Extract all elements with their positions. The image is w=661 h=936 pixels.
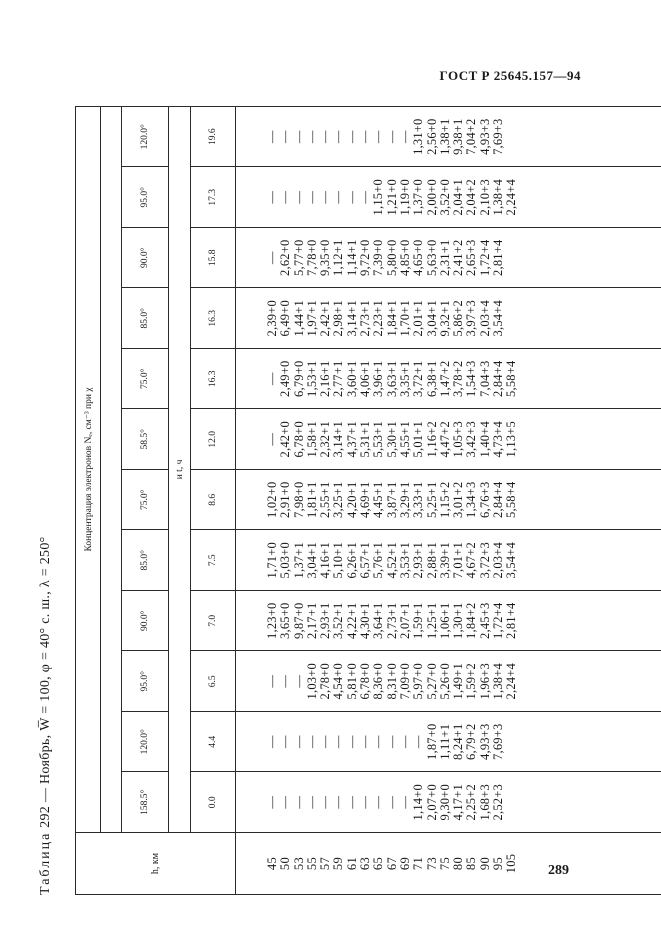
concentration-value: 3,60+1: [344, 360, 359, 397]
concentration-value: 9,72+0: [358, 239, 373, 276]
concentration-column: [236, 470, 661, 531]
concentration-value: —: [331, 795, 346, 809]
time-header-cell: 17.3: [191, 167, 236, 228]
concentration-value: 1,12+1: [331, 239, 346, 276]
concentration-value: 3,04+1: [304, 542, 319, 579]
concentration-value: 2,01+1: [411, 300, 426, 337]
concentration-value: 1,38+4: [491, 179, 506, 216]
concentration-value: 3,54+4: [491, 300, 506, 337]
chi-header-cell: 95.0°: [122, 651, 169, 712]
concentration-value: 9,30+0: [437, 784, 452, 821]
concentration-value: —: [331, 735, 346, 749]
concentration-value: 2,77+1: [331, 360, 346, 397]
concentration-value: 6,78+0: [291, 421, 306, 458]
table-caption: [38, 536, 54, 895]
concentration-value: 4,45+1: [371, 481, 386, 518]
concentration-column: [236, 349, 661, 410]
concentration-value: 2,41+2: [451, 239, 466, 276]
concentration-value: —: [344, 795, 359, 809]
height-value: 75: [437, 856, 452, 871]
concentration-value: —: [304, 130, 319, 144]
concentration-value: 2,93+1: [411, 542, 426, 579]
time-header-cell: 7.0: [191, 591, 236, 652]
chi-header-row: [122, 106, 169, 894]
concentration-value: 1,25+1: [424, 602, 439, 639]
concentration-value: —: [265, 674, 279, 688]
concentration-value: 5,58+4: [504, 360, 519, 397]
concentration-value: —: [344, 735, 359, 749]
concentration-value: —: [291, 674, 306, 688]
rotated-table-block: [38, 37, 618, 895]
concentration-value: 8,24+1: [451, 723, 466, 760]
spacer-header: [101, 106, 122, 832]
concentration-value: 7,01+1: [451, 542, 466, 579]
concentration-value: 3,78+2: [451, 360, 466, 397]
concentration-value: 4,55+1: [397, 421, 412, 458]
concentration-column: [236, 591, 661, 652]
concentration-value: 5,03+0: [278, 542, 293, 579]
concentration-value: 4,93+3: [477, 723, 492, 760]
concentration-value: —: [318, 735, 333, 749]
concentration-value: 5,63+0: [424, 239, 439, 276]
concentration-value: 5,86+2: [451, 300, 466, 337]
concentration-value: 5,01+1: [411, 421, 426, 458]
concentration-value: 4,73+4: [491, 421, 506, 458]
concentration-value: 2,00+0: [424, 179, 439, 216]
height-value: 80: [451, 856, 466, 871]
concentration-value: 3,96+1: [371, 360, 386, 397]
concentration-value: 1,37+0: [411, 179, 426, 216]
concentration-value: —: [291, 190, 306, 204]
concentration-value: 3,01+2: [451, 481, 466, 518]
time-header-cell: 6.5: [191, 651, 236, 712]
concentration-value: 3,42+3: [464, 421, 479, 458]
chi-header-cell: 85.0°: [122, 288, 169, 349]
electron-concentration-table: [75, 106, 661, 895]
concentration-value: 3,39+1: [437, 542, 452, 579]
concentration-value: 4,06+1: [358, 360, 373, 397]
caption-number: 292: [38, 805, 53, 828]
concentration-value: 2,78+0: [318, 663, 333, 700]
height-value: 55: [304, 856, 319, 871]
concentration-value: 7,04+2: [464, 118, 479, 155]
concentration-value: 3,35+1: [397, 360, 412, 397]
concentration-value: 5,76+1: [371, 542, 386, 579]
concentration-value: 2,07+1: [397, 602, 412, 639]
height-value: 63: [358, 856, 373, 871]
concentration-value: 5,26+0: [437, 663, 452, 700]
caption-text: — Ноябрь, W̅ = 100, φ = 40° с. ш., λ = 250°: [38, 536, 53, 803]
concentration-value: 2,04+1: [451, 179, 466, 216]
concentration-value: 4,47+2: [437, 421, 452, 458]
concentration-column: [236, 409, 661, 470]
concentration-value: —: [278, 130, 293, 144]
concentration-value: 7,09+0: [397, 663, 412, 700]
height-value: 90: [477, 856, 492, 871]
caption-prefix: Таблица: [38, 831, 53, 895]
time-group-header: и t, ч: [169, 106, 191, 832]
concentration-value: 3,25+1: [331, 481, 346, 518]
concentration-value: —: [278, 674, 293, 688]
concentration-value: 2,10+3: [477, 179, 492, 216]
concentration-value: 1,23+0: [265, 602, 279, 639]
concentration-value: 6,76+3: [477, 481, 492, 518]
concentration-value: 5,27+0: [424, 663, 439, 700]
concentration-value: —: [304, 735, 319, 749]
concentration-value: —: [344, 130, 359, 144]
concentration-value: 4,85+0: [397, 239, 412, 276]
concentration-value: 2,84+4: [491, 481, 506, 518]
concentration-value: 9,35+0: [318, 239, 333, 276]
time-header-cell: 12.0: [191, 409, 236, 470]
concentration-value: —: [265, 735, 279, 749]
concentration-value: 4,16+1: [318, 542, 333, 579]
concentration-value: 2,91+0: [278, 481, 293, 518]
concentration-column: [236, 651, 661, 712]
concentration-value: 2,31+1: [437, 239, 452, 276]
concentration-value: 3,97+3: [464, 300, 479, 337]
concentration-value: 3,64+1: [371, 602, 386, 639]
time-header-cell: 19.6: [191, 106, 236, 167]
concentration-value: 2,07+0: [424, 784, 439, 821]
concentration-value: 1,14+0: [411, 784, 426, 821]
concentration-column: [236, 106, 661, 167]
concentration-value: 5,10+1: [331, 542, 346, 579]
concentration-value: 4,65+0: [411, 239, 426, 276]
concentration-value: 4,20+1: [344, 481, 359, 518]
concentration-value: 1,96+3: [477, 663, 492, 700]
concentration-column: [236, 228, 661, 289]
concentration-value: 2,81+4: [491, 239, 506, 276]
concentration-value: 3,72+1: [411, 360, 426, 397]
concentration-value: 6,78+0: [358, 663, 373, 700]
concentration-value: 2,16+1: [318, 360, 333, 397]
concentration-value: 2,84+4: [491, 360, 506, 397]
concentration-value: 3,04+1: [424, 300, 439, 337]
concentration-value: —: [304, 795, 319, 809]
concentration-column: [236, 530, 661, 591]
concentration-value: 1,30+1: [451, 602, 466, 639]
concentration-value: 1,03+0: [304, 663, 319, 700]
concentration-value: 7,39+0: [371, 239, 386, 276]
concentration-value: 3,54+4: [504, 542, 519, 579]
concentration-value: 2,32+1: [318, 421, 333, 458]
chi-header-cell: 58.5°: [122, 409, 169, 470]
height-value: 50: [278, 856, 293, 871]
concentration-value: 2,56+0: [424, 118, 439, 155]
concentration-value: 3,52+0: [437, 179, 452, 216]
concentration-value: 1,31+0: [411, 118, 426, 155]
concentration-value: 6,79+0: [291, 360, 306, 397]
concentration-value: 1,05+3: [451, 421, 466, 458]
concentration-value: 4,93+3: [477, 118, 492, 155]
concentration-value: —: [384, 795, 399, 809]
concentration-value: 5,25+1: [424, 481, 439, 518]
concentration-value: —: [278, 795, 293, 809]
time-header-cell: 16.3: [191, 288, 236, 349]
time-header-cell: 7.5: [191, 530, 236, 591]
concentration-value: 3,33+1: [411, 481, 426, 518]
concentration-value: 2,55+1: [318, 481, 333, 518]
concentration-value: 1,68+3: [477, 784, 492, 821]
chi-header-cell: 75.0°: [122, 470, 169, 531]
concentration-value: 1,21+0: [384, 179, 399, 216]
concentration-value: 2,24+4: [504, 179, 519, 216]
concentration-value: 4,52+1: [384, 542, 399, 579]
page-number: 289: [548, 863, 569, 878]
concentration-value: 1,06+1: [437, 602, 452, 639]
concentration-value: 8,36+0: [371, 663, 386, 700]
concentration-value: 1,13+5: [504, 421, 519, 458]
concentration-value: 1,02+0: [265, 481, 279, 518]
concentration-value: —: [384, 130, 399, 144]
concentration-value: 3,29+1: [397, 481, 412, 518]
concentration-value: 1,72+4: [491, 602, 506, 639]
time-header-cell: 0.0: [191, 772, 236, 833]
concentration-value: 1,84+1: [384, 300, 399, 337]
concentration-value: —: [371, 130, 386, 144]
height-value: 71: [411, 856, 426, 871]
concentration-value: 3,53+1: [397, 542, 412, 579]
concentration-value: 7,69+3: [491, 118, 506, 155]
concentration-value: 7,69+3: [491, 723, 506, 760]
time-header-cell: 4.4: [191, 712, 236, 773]
chi-header-cell: 85.0°: [122, 530, 169, 591]
concentration-value: 1,59+1: [411, 602, 426, 639]
concentration-value: 1,37+1: [291, 542, 306, 579]
concentration-value: 1,58+1: [304, 421, 319, 458]
concentration-value: 2,23+1: [371, 300, 386, 337]
concentration-value: 3,63+1: [384, 360, 399, 397]
time-header-row: [191, 106, 236, 894]
height-value: 85: [464, 856, 479, 871]
concentration-value: 1,15+2: [437, 481, 452, 518]
height-value: 59: [331, 856, 346, 871]
concentration-value: 1,70+1: [397, 300, 412, 337]
concentration-value: 1,38+4: [491, 663, 506, 700]
concentration-value: 2,03+4: [491, 542, 506, 579]
concentration-value: 3,65+0: [278, 602, 293, 639]
concentration-value: 2,17+1: [304, 602, 319, 639]
concentration-value: 6,79+2: [464, 723, 479, 760]
concentration-value: 3,72+3: [477, 542, 492, 579]
concentration-value: 2,73+1: [384, 602, 399, 639]
concentration-value: —: [278, 190, 293, 204]
concentration-value: 1,49+1: [451, 663, 466, 700]
concentration-value: —: [291, 130, 306, 144]
concentration-value: —: [371, 795, 386, 809]
concentration-value: 4,54+0: [331, 663, 346, 700]
concentration-value: 2,65+3: [464, 239, 479, 276]
concentration-value: 6,38+1: [424, 360, 439, 397]
concentration-value: —: [371, 735, 386, 749]
concentration-value: 2,42+1: [318, 300, 333, 337]
concentration-value: 5,97+0: [411, 663, 426, 700]
concentration-value: 1,19+0: [397, 179, 412, 216]
chi-header-cell: 90.0°: [122, 591, 169, 652]
concentration-value: 5,81+0: [344, 663, 359, 700]
concentration-value: —: [384, 735, 399, 749]
concentration-value: —: [344, 190, 359, 204]
concentration-value: 1,84+2: [464, 602, 479, 639]
concentration-value: —: [265, 190, 279, 204]
concentration-value: —: [265, 251, 279, 265]
chi-header-cell: 120.0°: [122, 106, 169, 167]
height-value: 67: [384, 856, 399, 871]
concentration-value: —: [265, 432, 279, 446]
chi-header-cell: 90.0°: [122, 228, 169, 289]
concentration-value: 5,80+0: [384, 239, 399, 276]
concentration-value: 2,93+1: [318, 602, 333, 639]
concentration-value: 3,14+1: [344, 300, 359, 337]
height-value: 45: [265, 856, 279, 871]
concentration-column: [236, 772, 661, 833]
concentration-value: 4,17+1: [451, 784, 466, 821]
time-header-cell: 8.6: [191, 470, 236, 531]
concentration-value: 8,31+0: [384, 663, 399, 700]
concentration-value: 2,03+4: [477, 300, 492, 337]
concentration-value: —: [397, 795, 412, 809]
concentration-value: —: [265, 372, 279, 386]
concentration-value: 2,88+1: [424, 542, 439, 579]
time-header-cell: 15.8: [191, 228, 236, 289]
concentration-value: 6,57+1: [358, 542, 373, 579]
concentration-value: 1,54+3: [464, 360, 479, 397]
concentration-value: —: [358, 795, 373, 809]
concentration-value: 6,49+0: [278, 300, 293, 337]
concentration-value: 1,72+4: [477, 239, 492, 276]
height-value: 65: [371, 856, 386, 871]
concentration-value: 2,45+3: [477, 602, 492, 639]
height-value: 53: [291, 856, 306, 871]
concentration-value: 4,37+1: [344, 421, 359, 458]
concentration-value: 5,58+4: [504, 481, 519, 518]
concentration-value: 1,81+1: [304, 481, 319, 518]
concentration-value: 1,59+2: [464, 663, 479, 700]
concentration-value: 7,04+3: [477, 360, 492, 397]
concentration-value: 9,32+1: [437, 300, 452, 337]
concentration-value: 1,87+0: [424, 723, 439, 760]
concentration-value: 1,38+1: [437, 118, 452, 155]
concentration-value: —: [411, 735, 426, 749]
height-value: 69: [397, 856, 412, 871]
concentration-value: 5,30+1: [384, 421, 399, 458]
standard-designation: ГОСТ Р 25645.157—94: [439, 68, 581, 83]
time-header-cell: 16.3: [191, 349, 236, 410]
concentration-value: —: [331, 190, 346, 204]
concentration-value: 2,25+2: [464, 784, 479, 821]
concentration-value: —: [265, 795, 279, 809]
concentration-value: —: [318, 795, 333, 809]
height-column-header: h, км: [76, 833, 236, 895]
height-value: 95: [491, 856, 506, 871]
concentration-value: —: [265, 130, 279, 144]
concentration-value: —: [318, 190, 333, 204]
concentration-value: 1,14+1: [344, 239, 359, 276]
concentration-value: 5,77+0: [291, 239, 306, 276]
concentration-value: —: [318, 130, 333, 144]
concentration-value: —: [304, 190, 319, 204]
concentration-value: 2,73+1: [358, 300, 373, 337]
height-value: 57: [318, 856, 333, 871]
concentration-column: [236, 167, 661, 228]
concentration-value: 4,22+1: [344, 602, 359, 639]
concentration-value: —: [358, 130, 373, 144]
chi-header-cell: 75.0°: [122, 349, 169, 410]
concentration-value: 7,98+0: [291, 481, 306, 518]
concentration-value: 2,81+4: [504, 602, 519, 639]
concentration-value: 2,39+0: [265, 300, 279, 337]
concentration-value: 9,87+0: [291, 602, 306, 639]
concentration-value: 3,14+1: [331, 421, 346, 458]
concentration-value: 1,16+2: [424, 421, 439, 458]
height-value: 73: [424, 856, 439, 871]
concentration-value: 2,49+0: [278, 360, 293, 397]
concentration-value: 4,67+2: [464, 542, 479, 579]
concentration-value: —: [358, 190, 373, 204]
concentration-value: 1,44+1: [291, 300, 306, 337]
concentration-value: 2,24+4: [504, 663, 519, 700]
concentration-value: —: [278, 735, 293, 749]
concentration-value: 2,42+0: [278, 421, 293, 458]
chi-header-cell: 120.0°: [122, 712, 169, 773]
height-value: 105: [504, 853, 519, 874]
concentration-value: 3,52+1: [331, 602, 346, 639]
concentration-value: 6,26+1: [344, 542, 359, 579]
concentration-value: —: [397, 735, 412, 749]
concentration-value: 1,53+1: [304, 360, 319, 397]
concentration-value: 7,78+0: [304, 239, 319, 276]
concentration-value: 1,40+4: [477, 421, 492, 458]
concentration-value: 5,53+1: [371, 421, 386, 458]
concentration-value: 2,98+1: [331, 300, 346, 337]
concentration-value: 2,04+2: [464, 179, 479, 216]
concentration-value: 9,38+1: [451, 118, 466, 155]
group-header: Концентрация электронов Nₑ, см⁻³ при χ: [76, 106, 101, 832]
concentration-value: 2,62+0: [278, 239, 293, 276]
data-row: [236, 106, 661, 894]
concentration-value: —: [291, 735, 306, 749]
height-values: [236, 833, 661, 895]
concentration-column: [236, 288, 661, 349]
concentration-value: 1,71+0: [265, 542, 279, 579]
height-value: 61: [344, 856, 359, 871]
concentration-value: 4,69+1: [358, 481, 373, 518]
concentration-value: —: [331, 130, 346, 144]
concentration-value: —: [358, 735, 373, 749]
concentration-value: 1,47+2: [437, 360, 452, 397]
concentration-value: 1,11+1: [437, 723, 452, 760]
chi-header-cell: 95.0°: [122, 167, 169, 228]
concentration-value: 1,97+1: [304, 300, 319, 337]
concentration-value: 1,34+3: [464, 481, 479, 518]
concentration-column: [236, 712, 661, 773]
chi-header-cell: 158.5°: [122, 772, 169, 833]
concentration-value: —: [291, 795, 306, 809]
concentration-value: —: [397, 130, 412, 144]
concentration-value: 1,15+0: [371, 179, 386, 216]
concentration-value: 3,87+1: [384, 481, 399, 518]
concentration-value: 4,30+1: [358, 602, 373, 639]
concentration-value: 2,52+3: [491, 784, 506, 821]
concentration-value: 5,31+1: [358, 421, 373, 458]
